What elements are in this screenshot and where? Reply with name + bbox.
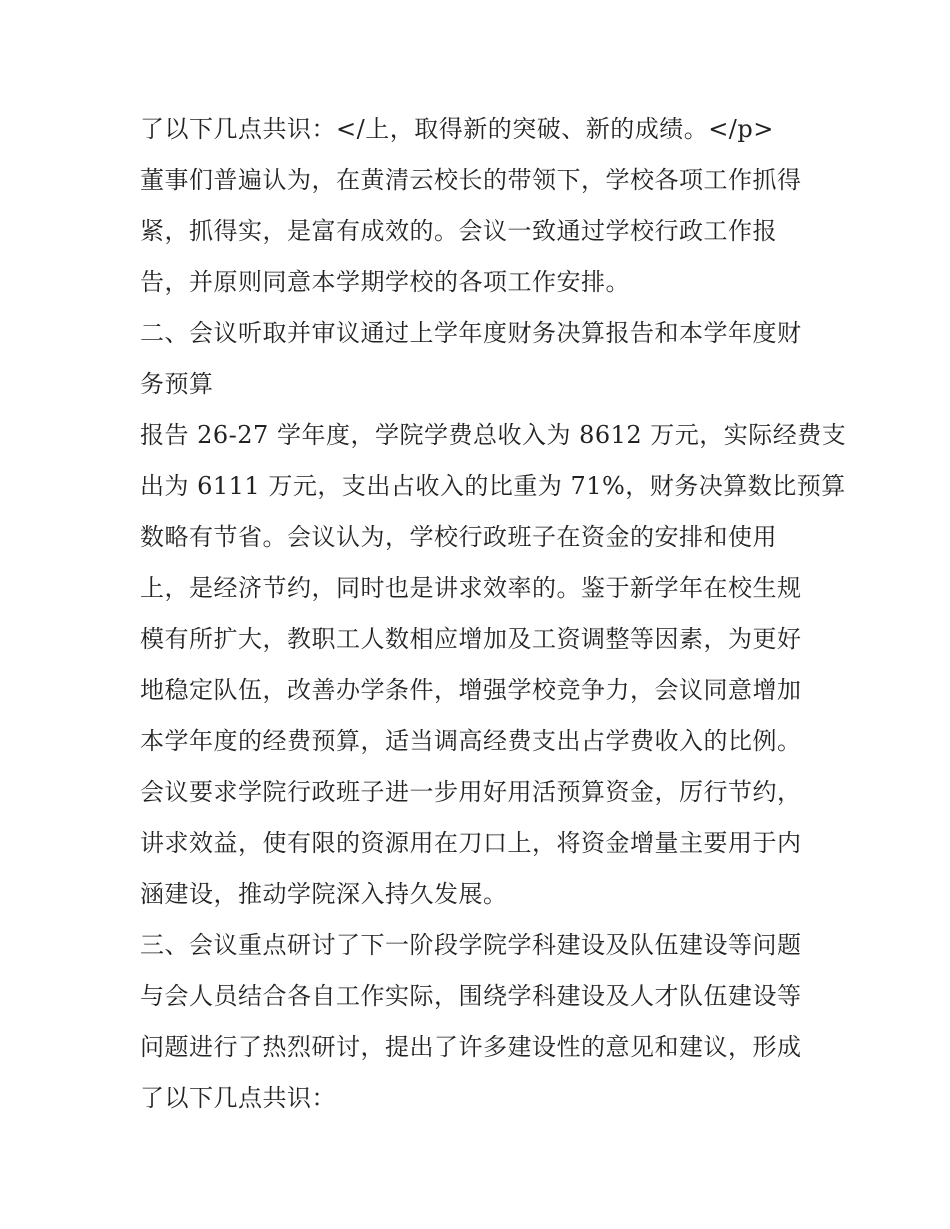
text-line: 紧，抓得实，是富有成效的。会议一致通过学校行政工作报: [140, 217, 777, 245]
text-line: 地稳定队伍，改善办学条件，增强学校竞争力，会议同意增加: [140, 676, 802, 704]
text-line: 数略有节省。会议认为，学校行政班子在资金的安排和使用: [140, 523, 777, 551]
section-heading-line: 二、会议听取并审议通过上学年度财务决算报告和本学年度财: [140, 319, 802, 347]
text-line: 讲求效益，使有限的资源用在刀口上，将资金增量主要用于内: [140, 829, 802, 857]
text-line: 告，并原则同意本学期学校的各项工作安排。: [140, 268, 630, 296]
text-line: 涵建设，推动学院深入持久发展。: [140, 880, 508, 908]
document-body: [140, 104, 847, 1124]
text-line: 出为 6111 万元，支出占收入的比重为 71%，财务决算数比预算: [140, 472, 846, 500]
text-line: 问题进行了热烈研讨，提出了许多建设性的意见和建议，形成: [140, 1033, 802, 1061]
text-line: 模有所扩大，教职工人数相应增加及工资调整等因素，为更好: [140, 625, 802, 653]
text-line: 本学年度的经费预算，适当调高经费支出占学费收入的比例。: [140, 727, 802, 755]
text-line: 上，是经济节约，同时也是讲求效率的。鉴于新学年在校生规: [140, 574, 802, 602]
text-line: 了以下几点共识：</上，取得新的突破、新的成绩。</p>: [140, 115, 774, 143]
section-heading-line: 三、会议重点研讨了下一阶段学院学科建设及队伍建设等问题: [140, 931, 802, 959]
text-line: 报告 26-27 学年度，学院学费总收入为 8612 万元，实际经费支: [140, 421, 847, 449]
text-line: 了以下几点共识：: [140, 1084, 336, 1112]
section-heading-line: 务预算: [140, 370, 214, 398]
text-line: 董事们普遍认为，在黄清云校长的带领下，学校各项工作抓得: [140, 166, 802, 194]
text-line: 会议要求学院行政班子进一步用好用活预算资金，厉行节约，: [140, 778, 802, 806]
text-line: 与会人员结合各自工作实际，围绕学科建设及人才队伍建设等: [140, 982, 802, 1010]
